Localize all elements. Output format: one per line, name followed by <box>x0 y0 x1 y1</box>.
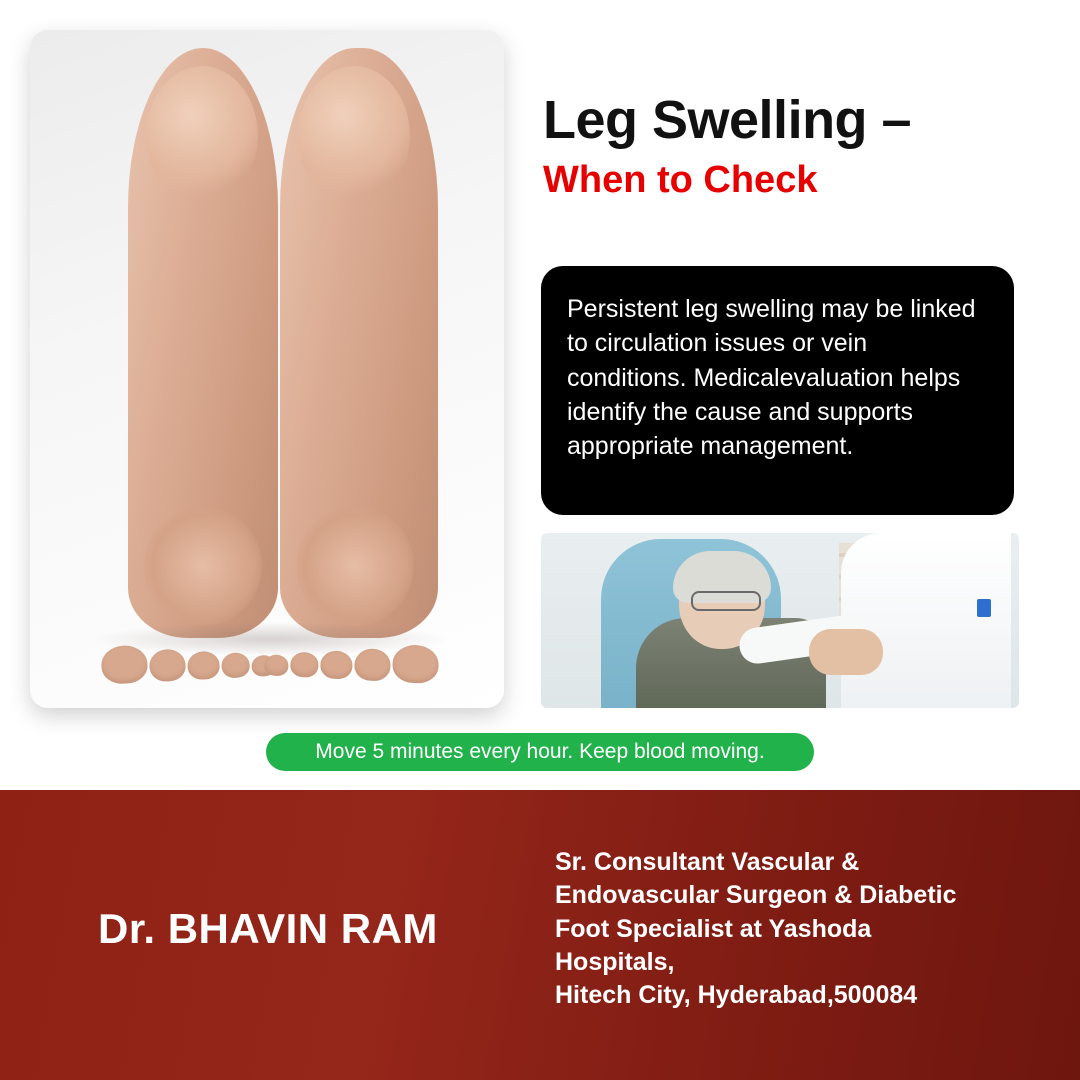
credentials-line-2: Endovascular Surgeon & Diabetic <box>555 881 957 910</box>
headline-secondary: When to Check <box>543 158 818 201</box>
swollen-legs-photo <box>30 30 504 708</box>
toe <box>221 652 250 678</box>
left-leg-shape <box>128 48 278 638</box>
credentials-line-4: Hospitals, <box>555 947 675 976</box>
doctor-credentials <box>555 846 1025 1012</box>
doctor-patient-photo <box>541 533 1019 708</box>
credentials-line-3: Foot Specialist at Yashoda <box>555 914 872 943</box>
doctor-name: Dr. BHAVIN RAM <box>98 905 438 952</box>
glasses-icon <box>691 591 761 611</box>
tip-text: Move 5 minutes every hour. Keep blood moving. <box>315 740 765 763</box>
id-badge-icon <box>977 599 991 617</box>
toe <box>264 654 289 676</box>
doctor-address: Hitech City, Hyderabad,500084 <box>555 981 918 1009</box>
left-knee-highlight <box>146 66 258 206</box>
headline-primary: Leg Swelling – <box>543 90 912 150</box>
doctor-figure <box>841 533 1011 708</box>
info-card <box>541 266 1014 515</box>
headline <box>543 92 1043 201</box>
info-card-text: Persistent leg swelling may be linked to circulation issues or vein conditions. Medicalevaluation helps identify the cause and supports appropriate management. <box>567 295 976 460</box>
floor-shadow <box>90 622 450 656</box>
legs-illustration <box>30 30 504 708</box>
tip-banner <box>266 733 814 771</box>
right-leg-shape <box>280 48 438 638</box>
right-knee-highlight <box>298 66 410 206</box>
handshake <box>809 629 883 675</box>
credentials-line-1: Sr. Consultant Vascular & <box>555 848 860 876</box>
